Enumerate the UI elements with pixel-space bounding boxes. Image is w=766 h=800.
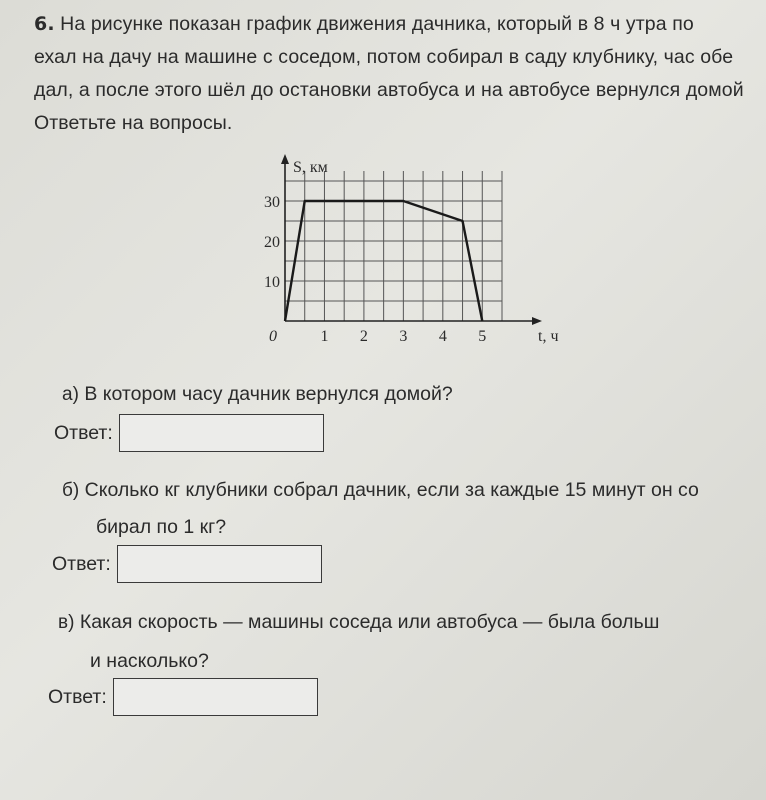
motion-graph: [240, 150, 560, 350]
origin-label: 0: [269, 328, 277, 345]
answer-a-box[interactable]: [119, 414, 324, 452]
question-a-text: В котором часу дачник вернулся домой?: [84, 383, 453, 405]
x-tick-label: 2: [359, 328, 368, 345]
answer-a-label: Ответ:: [54, 421, 113, 444]
answer-b-box[interactable]: [117, 545, 322, 583]
x-axis-arrow: [532, 317, 542, 325]
problem-number: 6.: [34, 13, 55, 35]
question-v-text-2: и насколько?: [90, 650, 209, 672]
question-b-text-2: бирал по 1 кг?: [96, 516, 227, 538]
question-v-label: в): [58, 612, 75, 633]
question-v-text-1: Какая скорость — машины соседа или автобуса — была больш: [79, 611, 660, 633]
x-tick-label: 5: [478, 328, 487, 345]
answer-row-b: [52, 545, 322, 583]
question-a-label: а): [62, 384, 79, 405]
x-tick-label: 3: [399, 328, 408, 345]
problem-text-1: На рисунке показан график движения дачника, который в 8 ч утра по: [60, 13, 694, 35]
problem-line-3: дал, а после этого шёл до остановки автобуса и на автобусе вернулся домой: [34, 79, 744, 101]
question-b: [62, 474, 699, 507]
y-axis-arrow: [281, 154, 289, 164]
problem-line-2: ехал на дачу на машине с соседом, потом собирал в саду клубнику, час обе: [34, 46, 734, 68]
x-axis-label: t, ч: [538, 328, 559, 345]
problem-line-1: [34, 8, 764, 41]
question-b-label: б): [62, 480, 80, 501]
question-b-text-1: Сколько кг клубники собрал дачник, если за каждые 15 минут он со: [84, 479, 699, 501]
question-v: [58, 606, 659, 639]
y-tick-label: 10: [264, 274, 280, 291]
answer-b-label: Ответ:: [52, 552, 111, 575]
answer-row-v: [48, 678, 318, 716]
y-tick-label: 30: [264, 194, 280, 211]
question-b-cont: [96, 511, 226, 543]
question-v-cont: [90, 645, 209, 677]
x-tick-label: 1: [320, 328, 329, 345]
x-tick-label: 4: [438, 328, 447, 345]
y-axis-label: S, км: [293, 159, 328, 176]
motion-graph-svg: [240, 150, 560, 350]
problem-statement: [34, 8, 764, 140]
answer-row-a: [54, 414, 324, 452]
answer-v-label: Ответ:: [48, 685, 107, 708]
answer-v-box[interactable]: [113, 678, 318, 716]
y-tick-label: 20: [264, 234, 280, 251]
problem-line-4: Ответьте на вопросы.: [34, 112, 233, 134]
question-a: [62, 378, 453, 411]
